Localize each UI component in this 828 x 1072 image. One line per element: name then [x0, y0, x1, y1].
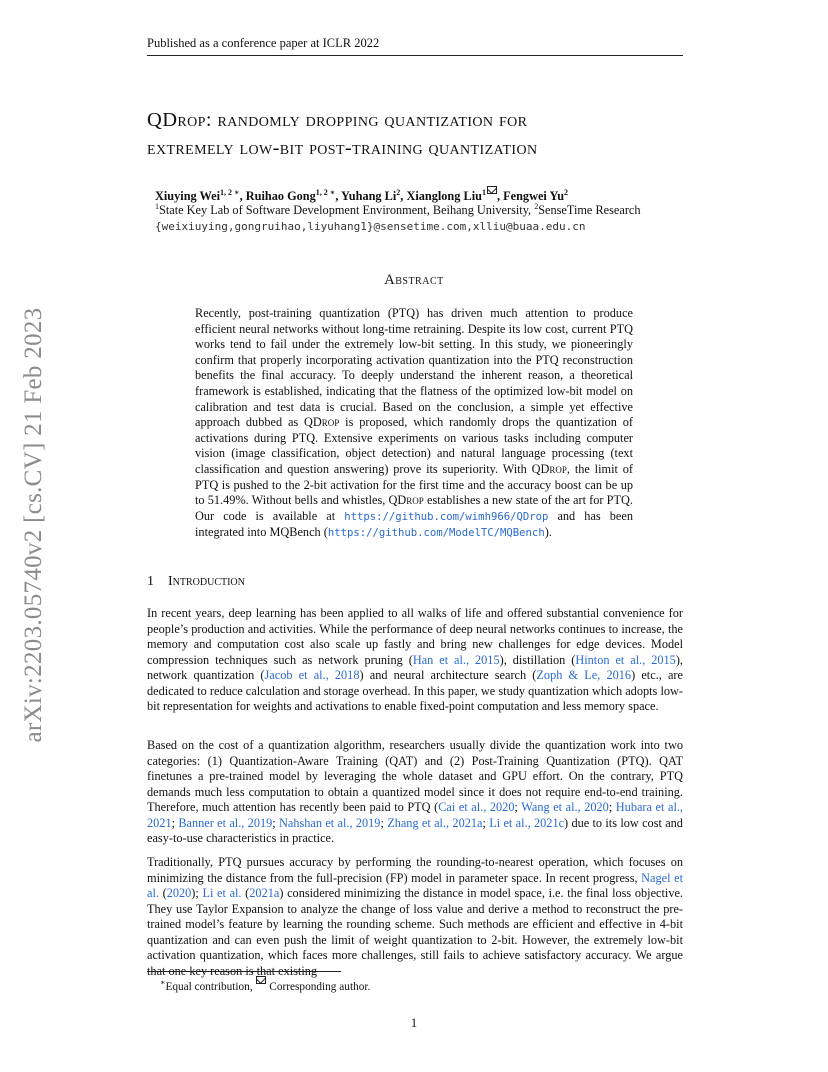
author-emails: {weixiuying,gongruihao,liyuhang1}@sensetime.com,xlliu@buaa.edu.cn — [155, 220, 586, 233]
page-number: 1 — [410, 1016, 418, 1030]
citation-link[interactable]: Zoph & Le, 2016 — [536, 668, 632, 682]
citation-link[interactable]: Nahshan et al., 2019 — [279, 815, 381, 830]
citation-sep: ; — [482, 815, 490, 830]
para-text: considered minimizing the distance in model space, i.e. the final loss objective. They use Taylor Expansion to analyze the change of loss value and derive a method to reconstruct the pre-trained model’s feature by learning the rounding scheme. Such methods are efficient and effective in 4-bit quantization and can even push the limit of weight quantization to 2-bit. However, the extremely low-bit activation quantization, which faces more challenges, still fails to achieve satisfactory accuracy. We argue that one key reason is that existing — [147, 886, 684, 978]
author-name: Yuhang Li — [341, 189, 397, 203]
abstract-text: and has been integrated into MQBench ( — [195, 508, 633, 540]
citation-sep: ; — [608, 800, 616, 814]
para-text: ) due to its low cost and easy-to-use characteristics in practice. — [147, 815, 683, 845]
citation-link[interactable]: Jacob et al., 2018 — [264, 668, 360, 682]
abstract-text: , the limit of PTQ is pushed to the 2-bit activation for the first time and the accuracy boost can be up to 51.49%. Without bells and whistles, — [195, 461, 633, 508]
author-name: Xiuying Wei — [155, 189, 221, 203]
author-list — [155, 186, 568, 204]
mqbench-link[interactable]: https://github.com/ModelTC/MQBench — [327, 527, 545, 540]
author-sep: , — [239, 189, 246, 203]
affil-2: SenseTime Research — [538, 203, 641, 217]
section-title: Introduction — [168, 574, 245, 589]
envelope-icon — [487, 186, 497, 194]
citation-link[interactable]: Hinton et al., 2015 — [575, 652, 676, 667]
citation-link[interactable]: Li et al. — [202, 886, 242, 900]
affiliations — [155, 203, 641, 218]
abstract-text: is proposed, which randomly drops the quantization of activations during PTQ. Extensive experiments on various tasks including computer vision (image classification, object detection) and natural language processing (text classification and question answering) prove its superiority. With — [195, 415, 633, 476]
citation-link[interactable]: Wang et al., 2020 — [521, 800, 609, 814]
footnote-mark: ∗ — [160, 978, 166, 988]
code-link[interactable]: https://github.com/wimh966/QDrop — [344, 510, 549, 523]
intro-paragraph-1 — [147, 606, 683, 715]
para-text: ), distillation ( — [499, 652, 576, 667]
citation-link[interactable]: Zhang et al., 2021a — [387, 815, 483, 830]
author-name: Fengwei Yu — [503, 189, 565, 203]
citation-link[interactable]: Han et al., 2015 — [412, 652, 500, 667]
running-header: Published as a conference paper at ICLR 2022 — [147, 36, 683, 56]
author-name: Xianglong Liu — [406, 189, 482, 203]
footnote-text: Equal contribution, — [165, 981, 256, 993]
section-number: 1 — [147, 574, 154, 589]
method-name: QDrop — [388, 493, 424, 508]
para-text: In recent years, deep learning has been applied to all walks of life and offered substantial convenience for people’s production and activities. While the performance of deep neural networks continues to increase, the memory and computation cost also scale up fastly and bring new challenges for edge devices. Model compression techniques such as network pruning ( — [147, 606, 683, 667]
footnote-rule — [147, 971, 341, 972]
affil-sup: 1 — [155, 201, 159, 211]
author-name: Ruihao Gong — [245, 189, 316, 203]
abstract-heading: Abstract — [384, 272, 444, 288]
author-sep: , — [400, 189, 407, 203]
author-sup: 1, 2 ∗ — [315, 187, 336, 197]
method-name: QDrop — [531, 461, 567, 476]
citation-sep: ; — [171, 815, 179, 830]
abstract-text: establishes a new state of the art for PTQ. Our code is available at — [195, 493, 633, 523]
section-heading — [147, 574, 245, 590]
citation-link[interactable]: Cai et al., 2020 — [438, 800, 515, 814]
citation-sep: ; — [380, 815, 388, 830]
abstract-text: Recently, post-training quantization (PTQ) has driven much attention to produce efficient neural networks without long-time retraining. Despite its low cost, current PTQ works tend to fail under the extremely low-bit setting. In this study, we pioneeringly confirm that properly incorporating activation quantization into the PTQ reconstruction benefits the final accuracy. To deeply understand the inherent reason, a theoretical framework is established, indicating that the flatness of the optimized low-bit model on calibration and test data is crucial. Based on the conclusion, a simple yet effective approach dubbed as — [195, 306, 633, 430]
paper-title — [147, 106, 707, 162]
para-text: ), network quantization ( — [147, 652, 683, 682]
title-line-1: QDrop: randomly dropping quantization for — [147, 109, 528, 131]
author-sup: 1, 2 ∗ — [220, 187, 240, 197]
author-sup: 1 — [481, 187, 486, 197]
citation-year-link[interactable]: 2021a — [249, 886, 280, 900]
author-sep: , — [496, 189, 504, 203]
citation-link[interactable]: Hubara et al., 2021 — [147, 800, 684, 830]
title-line-2: extremely low-bit post-training quantization — [147, 137, 538, 159]
abstract-text: ). — [544, 525, 552, 540]
affil-sup: 2 — [534, 201, 539, 211]
intro-paragraph-3: Traditionally, PTQ pursues accuracy by performing the rounding-to-nearest operation, which focuses on minimizing the distance from the full-precision (FP) model in parameter space. In recent progress, Nagel et al. (2020); Li et al. (2021a) considered minimizing the distance in model space, i.e. the final loss objective. They use Taylor Expansion to analyze the change of loss value and derive a method to reconstruct the pre-trained model’s feature by learning the rounding scheme. Such methods are efficient and effective in 4-bit quantization and can even push the limit of weight quantization to 2-bit. However, the extremely low-bit activation quantization, which faces more challenges, still fails to achieve satisfactory accuracy. We argue that one key reason is that existing — [147, 855, 684, 978]
affil-1: State Key Lab of Software Development Environment, Beihang University, — [159, 203, 535, 217]
citation-sep: ; — [272, 815, 279, 830]
method-name: QDrop — [304, 415, 340, 430]
footnote-text: Corresponding author. — [266, 981, 371, 993]
para-text: ) etc., are dedicated to reduce calculation and storage overhead. In this paper, we study quantization which adopts low-bit representation for weights and activations to enable fixed-point computation and less memory space. — [147, 668, 683, 713]
footnote — [160, 976, 370, 993]
arxiv-id: arXiv:2203.05740v2 [cs.CV] 21 Feb 2023 — [20, 307, 47, 743]
arxiv-stamp — [4, 290, 64, 760]
intro-paragraph-2 — [147, 738, 683, 847]
citation-link[interactable]: Li et al., 2021c — [489, 815, 565, 830]
envelope-icon — [256, 976, 266, 984]
abstract-body — [195, 306, 633, 542]
author-sep: , — [335, 189, 342, 203]
para-text: ) and neural architecture search ( — [359, 668, 537, 682]
author-sup: 2 — [564, 187, 569, 197]
citation-link[interactable]: Nagel et al. — [147, 870, 683, 900]
citation-year-link[interactable]: 2020 — [166, 886, 192, 900]
para-text: Traditionally, PTQ pursues accuracy by performing the rounding-to-nearest operation, which focuses on minimizing the distance from the full-precision (FP) model in parameter space. In recent progress, — [147, 855, 683, 885]
author-sup: 2 — [396, 187, 401, 197]
citation-link[interactable]: Banner et al., 2019 — [178, 815, 273, 830]
para-text: Based on the cost of a quantization algorithm, researchers usually divide the quantization work into two categories: (1) Quantization-Aware Training (QAT) and (2) Post-Training Quantization (PTQ). QAT finetunes a pre-trained model by leveraging the whole dataset and GPU effort. On the contrary, PTQ demands much less computation to obtain a quantized model since it does not require end-to-end training. Therefore, much attention has recently been paid to PTQ ( — [147, 738, 683, 814]
citation-sep: ; — [514, 800, 522, 814]
